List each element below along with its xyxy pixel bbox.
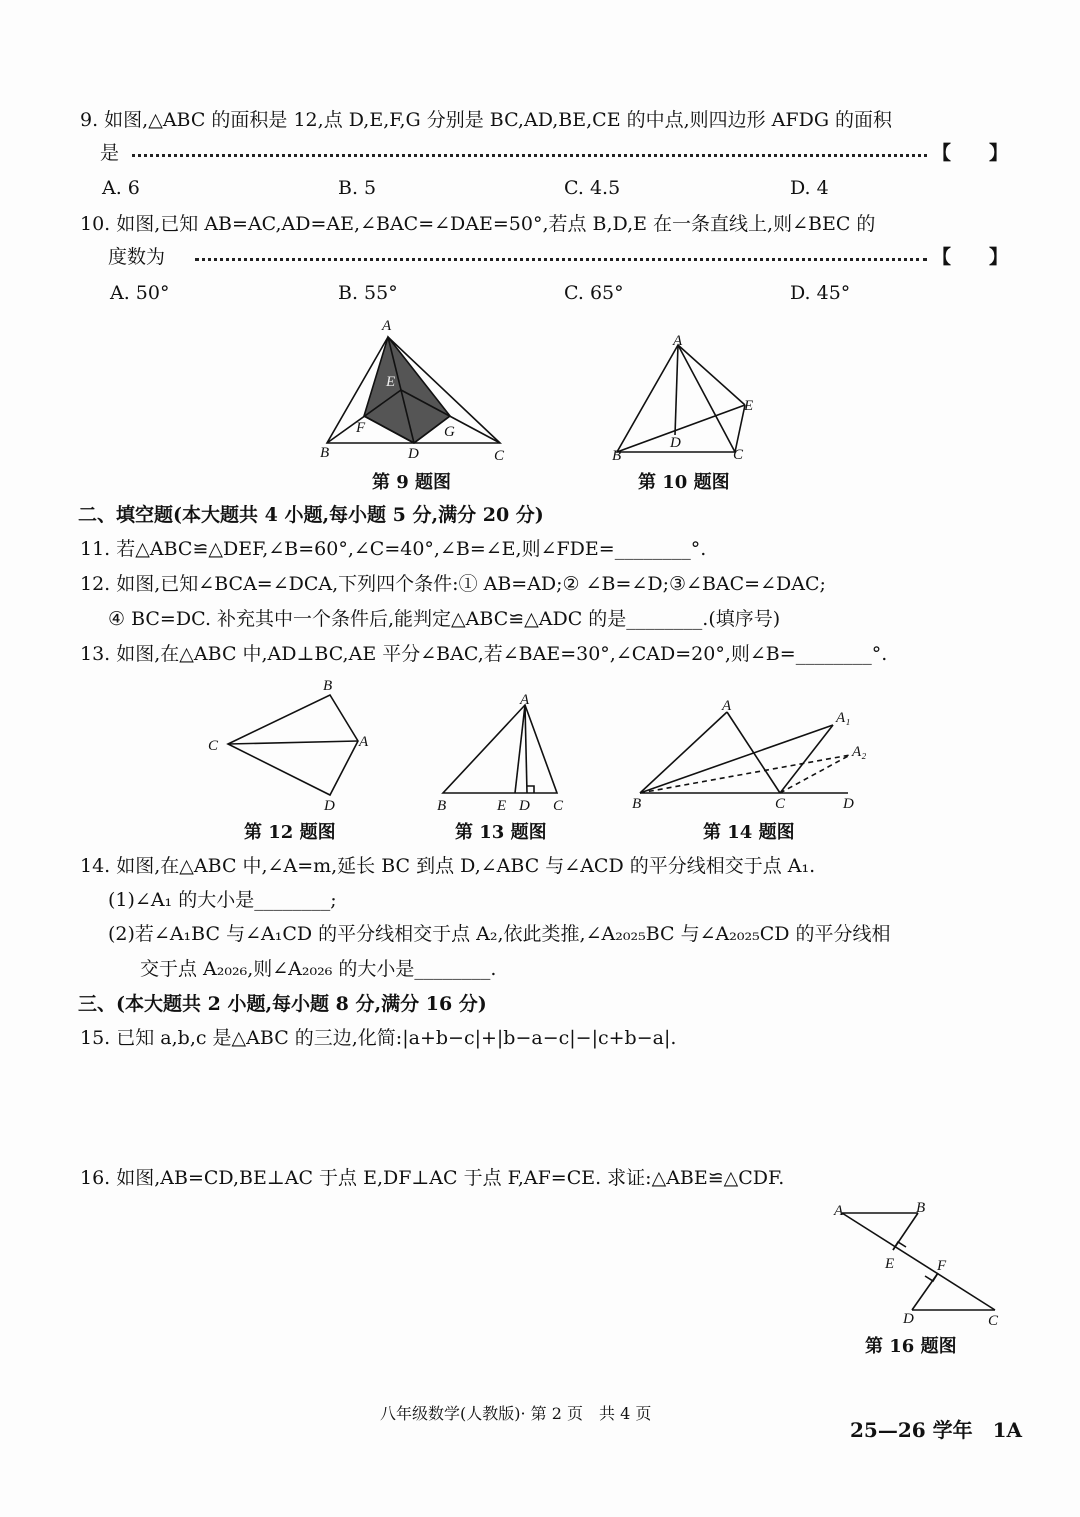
point-label: G <box>444 424 455 440</box>
point-label: D <box>519 798 530 814</box>
figure-10-caption: 第 10 题图 <box>638 472 730 493</box>
point-label: A₁ <box>836 710 851 726</box>
figure-12-caption: 第 12 题图 <box>244 822 336 843</box>
q16-text: 16. 如图,AB=CD,BE⊥AC 于点 E,DF⊥AC 于点 F,AF=CE. 求证:△ABE≌△CDF. <box>80 1167 785 1189</box>
point-label: B <box>320 445 330 461</box>
point-label: E <box>386 374 396 390</box>
point-label: A <box>382 318 392 334</box>
point-label: C <box>733 447 744 463</box>
point-label: C <box>553 798 564 814</box>
q10-option-d: D. 45° <box>790 282 851 304</box>
section-3-heading: 三、(本大题共 2 小题,每小题 8 分,满分 16 分) <box>78 993 487 1015</box>
point-label: F <box>356 420 366 436</box>
footer-page-info: 八年级数学(人教版)· 第 2 页 共 4 页 <box>380 1404 652 1423</box>
point-label: C <box>988 1313 999 1329</box>
point-label: E <box>885 1256 895 1272</box>
point-label: C <box>494 448 505 464</box>
figure-9-caption: 第 9 题图 <box>372 472 452 493</box>
figure-14-caption: 第 14 题图 <box>703 822 795 843</box>
point-label: E <box>744 398 754 414</box>
q13-text: 13. 如图,在△ABC 中,AD⊥BC,AE 平分∠BAC,若∠BAE=30°,∠CAD=20°,则∠B=________°. <box>80 643 888 665</box>
point-label: B <box>437 798 447 814</box>
point-label: A₂ <box>852 744 867 760</box>
q14-part2-line2: 交于点 A₂₀₂₆,则∠A₂₀₂₆ 的大小是________. <box>140 958 497 980</box>
figure-9 <box>320 318 505 464</box>
point-label: A <box>520 692 530 708</box>
figure-13-caption: 第 13 题图 <box>455 822 547 843</box>
q9-option-c: C. 4.5 <box>564 177 621 199</box>
q15-text: 15. 已知 a,b,c 是△ABC 的三边,化简:|a+b−c|+|b−a−c|−|c+b−a|. <box>80 1027 677 1049</box>
q12-line2: ④ BC=DC. 补充其中一个条件后,能判定△ABC≌△ADC 的是________.(填序号) <box>108 608 781 630</box>
q10-line2: 度数为 <box>108 246 166 268</box>
q9-option-b: B. 5 <box>338 177 377 199</box>
point-label: D <box>843 796 854 812</box>
q10-option-c: C. 65° <box>564 282 624 304</box>
point-label: D <box>408 446 419 462</box>
point-label: C <box>775 796 786 812</box>
q10-answer-bracket: 【 】 <box>932 246 1009 268</box>
q9-option-a: A. 6 <box>102 177 140 199</box>
point-label: A <box>834 1203 844 1219</box>
q12-line1: 12. 如图,已知∠BCA=∠DCA,下列四个条件:① AB=AD;② ∠B=∠D;③∠BAC=∠DAC; <box>80 573 826 595</box>
q14-part1: (1)∠A₁ 的大小是________; <box>108 889 337 911</box>
point-label: D <box>670 435 681 451</box>
figure-10 <box>612 333 753 464</box>
point-label: A <box>673 333 683 349</box>
q9-line2: 是 <box>100 142 120 164</box>
section-2-heading: 二、填空题(本大题共 4 小题,每小题 5 分,满分 20 分) <box>78 504 544 526</box>
point-label: A <box>722 698 732 714</box>
figure-14 <box>632 698 866 812</box>
point-label: B <box>612 448 622 464</box>
figure-12 <box>208 678 369 814</box>
figure-16-caption: 第 16 题图 <box>865 1336 957 1357</box>
q10-option-b: B. 55° <box>338 282 398 304</box>
figure-13 <box>437 692 564 814</box>
point-label: B <box>916 1200 926 1216</box>
q9-option-d: D. 4 <box>790 177 829 199</box>
point-label: B <box>323 678 333 694</box>
point-label: F <box>937 1258 947 1274</box>
q10-option-a: A. 50° <box>110 282 170 304</box>
point-label: B <box>632 796 642 812</box>
q9-line1: 9. 如图,△ABC 的面积是 12,点 D,E,F,G 分别是 BC,AD,BE,CE 的中点,则四边形 AFDG 的面积 <box>80 109 893 131</box>
point-label: C <box>208 738 219 754</box>
figure-16 <box>833 1200 999 1329</box>
point-label: D <box>324 798 335 814</box>
footer-edition: 25—26 学年 1A <box>850 1418 1023 1442</box>
point-label: E <box>497 798 507 814</box>
q14-line1: 14. 如图,在△ABC 中,∠A=m,延长 BC 到点 D,∠ABC 与∠ACD 的平分线相交于点 A₁. <box>80 855 816 877</box>
point-label: D <box>903 1311 914 1327</box>
q9-answer-bracket: 【 】 <box>932 142 1009 164</box>
q11-text: 11. 若△ABC≌△DEF,∠B=60°,∠C=40°,∠B=∠E,则∠FDE=________°. <box>80 538 707 560</box>
q14-part2-line1: (2)若∠A₁BC 与∠A₁CD 的平分线相交于点 A₂,依此类推,∠A₂₀₂₅BC 与∠A₂₀₂₅CD 的平分线相 <box>108 923 891 945</box>
point-label: A <box>359 734 369 750</box>
q10-line1: 10. 如图,已知 AB=AC,AD=AE,∠BAC=∠DAE=50°,若点 B,D,E 在一条直线上,则∠BEC 的 <box>80 213 876 235</box>
